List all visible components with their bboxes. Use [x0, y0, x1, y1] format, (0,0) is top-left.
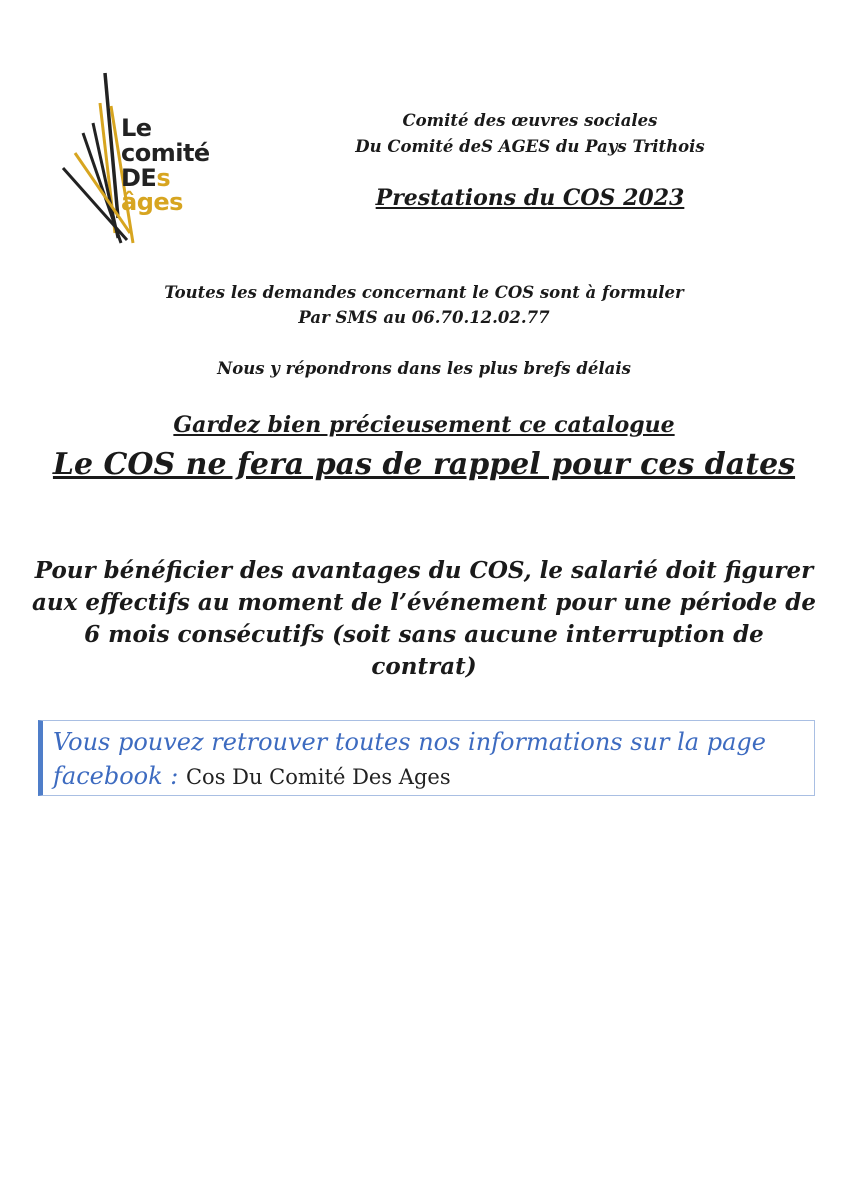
- info-line-1: Vous pouvez retrouver toutes nos informations sur la page: [53, 728, 766, 756]
- info-line-2: [53, 759, 804, 794]
- logo-word-le: Le: [121, 114, 152, 142]
- org-line-1: Comité des œuvres sociales: [402, 111, 658, 130]
- contact-line-2: Par SMS au 06.70.12.02.77: [298, 308, 550, 327]
- info-lead: facebook :: [53, 762, 186, 790]
- logo-des-main: DE: [121, 164, 157, 192]
- contact-line-1: Toutes les demandes concernant le COS sont à formuler: [164, 283, 684, 302]
- no-recall-notice: Le COS ne fera pas de rappel pour ces dates: [52, 447, 796, 482]
- page-title: Prestations du COS 2023: [375, 185, 685, 211]
- logo-word-des: [121, 166, 170, 190]
- org-line-2: Du Comité deS AGES du Pays Trithois: [355, 137, 705, 156]
- logo: [55, 68, 245, 253]
- contact-instructions: [0, 280, 848, 330]
- facebook-info-box: [38, 720, 815, 796]
- organization-header: [300, 108, 760, 160]
- facebook-page-name: Cos Du Comité Des Ages: [185, 765, 451, 789]
- eligibility-conditions: Pour bénéficier des avantages du COS, le salarié doit figurer aux effectifs au moment de l’événement pour une période de 6 mois consécutifs (soit sans aucune interruption de contrat): [32, 557, 816, 680]
- logo-word-ages: âges: [121, 188, 183, 216]
- logo-des-accent: s: [156, 164, 171, 192]
- keep-catalogue-notice: Gardez bien précieusement ce catalogue: [173, 412, 675, 438]
- logo-word-comite: comité: [121, 139, 210, 167]
- reply-notice: Nous y répondrons dans les plus brefs délais: [217, 359, 631, 378]
